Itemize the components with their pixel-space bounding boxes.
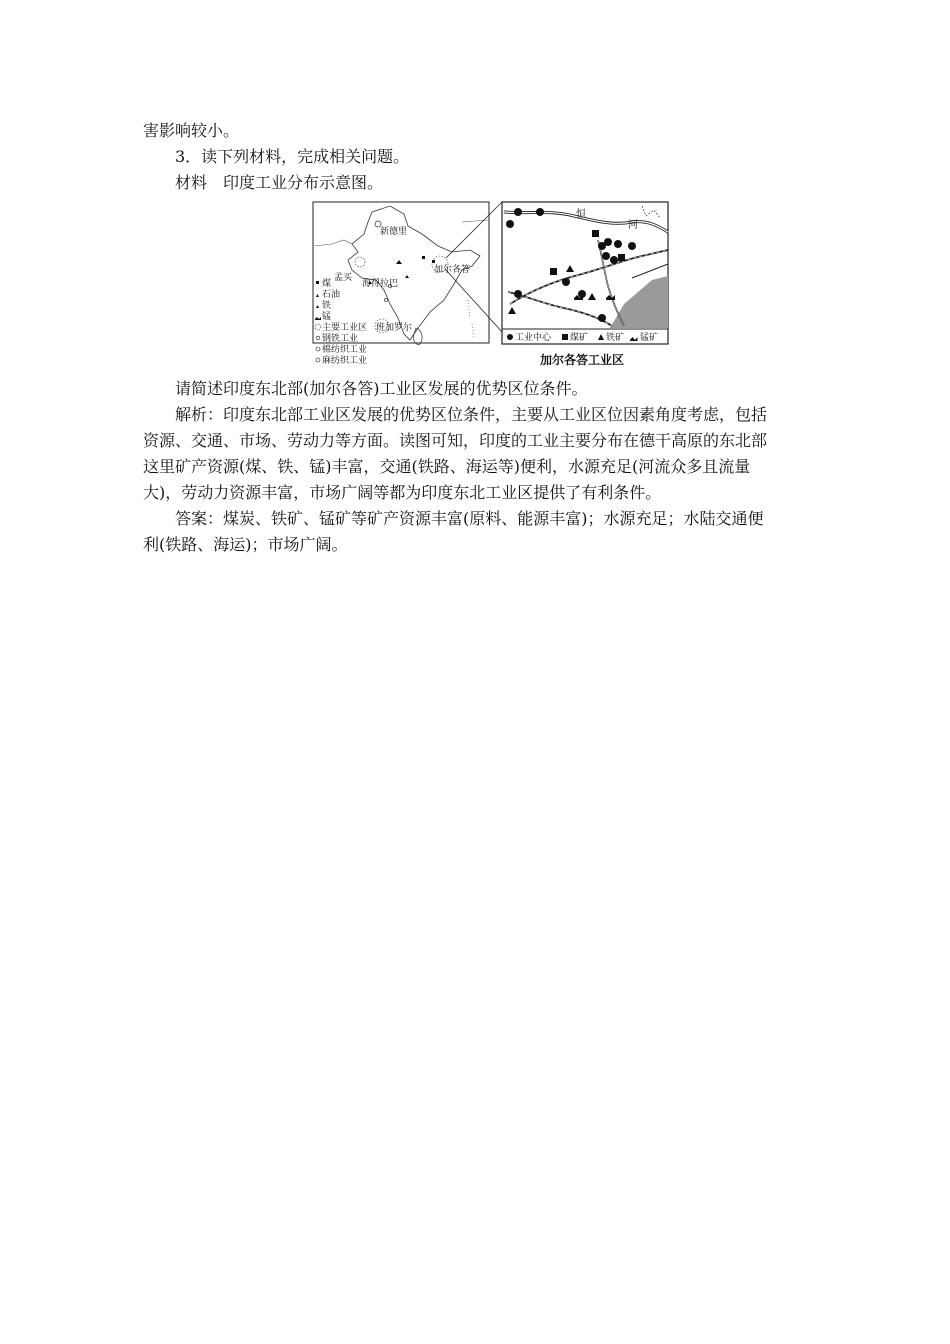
city-mumbai: 孟买 [334, 273, 353, 283]
city-kolkata: 加尔各答 [434, 265, 471, 275]
legend-iron: 铁 [322, 301, 332, 311]
city-bangalore: 班加罗尔 [376, 323, 413, 333]
question-heading: 3．读下列材料，完成相关问题。 [175, 147, 410, 166]
legend-coal-mine: 煤矿 [570, 333, 589, 343]
legend-oil: 石油 [322, 290, 341, 300]
city-hyderabad: 海得拉巴 [362, 279, 399, 289]
legend-industrial-center: 工业中心 [515, 333, 552, 343]
figure-caption: 加尔各答工业区 [540, 353, 625, 367]
legend-iron-mine: 铁矿 [606, 333, 625, 343]
question-text: 请简述印度东北部(加尔各答)工业区发展的优势区位条件。 [175, 379, 588, 398]
material-label: 材料 印度工业分布示意图。 [175, 173, 384, 192]
text-line-1: 害影响较小。 [143, 121, 240, 140]
answer-line-1: 答案：煤炭、铁矿、锰矿等矿产资源丰富(原料、能源丰富)；水源充足；水陆交通便 [175, 509, 764, 528]
legend-coal: 煤 [322, 279, 332, 289]
legend-manganese-mine: 锰矿 [640, 333, 659, 343]
india-industry-figure [312, 200, 670, 372]
legend-jute: 麻纺织工业 [322, 356, 368, 366]
coal-symbol [422, 256, 425, 259]
river-label-he: 河 [628, 220, 638, 231]
analysis-line-3: 这里矿产资源(煤、铁、锰)丰富，交通(铁路、海运等)便利，水源充足(河流众多且流量 [143, 457, 751, 476]
analysis-line-4: 大)，劳动力资源丰富，市场广阔等都为印度东北工业区提供了有利条件。 [143, 483, 662, 502]
analysis-line-1: 解析：印度东北部工业区发展的优势区位条件，主要从工业区位因素角度考虑，包括 [175, 405, 768, 424]
answer-line-2: 利(铁路、海运)；市场广阔。 [143, 535, 348, 554]
coal-symbol [432, 260, 435, 263]
city-new-delhi: 新德里 [380, 227, 408, 237]
legend-industrial-area: 主要工业区 [322, 323, 368, 333]
analysis-line-2: 资源、交通、市场、劳动力等方面。读图可知，印度的工业主要分布在德干高原的东北部 [143, 431, 768, 450]
legend-cotton: 棉纺织工业 [322, 345, 368, 355]
legend-manganese: 锰 [322, 312, 332, 322]
figure-svg [312, 200, 670, 372]
river-label-heng: 恒 [576, 209, 586, 220]
legend-steel: 钢铁工业 [322, 334, 359, 344]
